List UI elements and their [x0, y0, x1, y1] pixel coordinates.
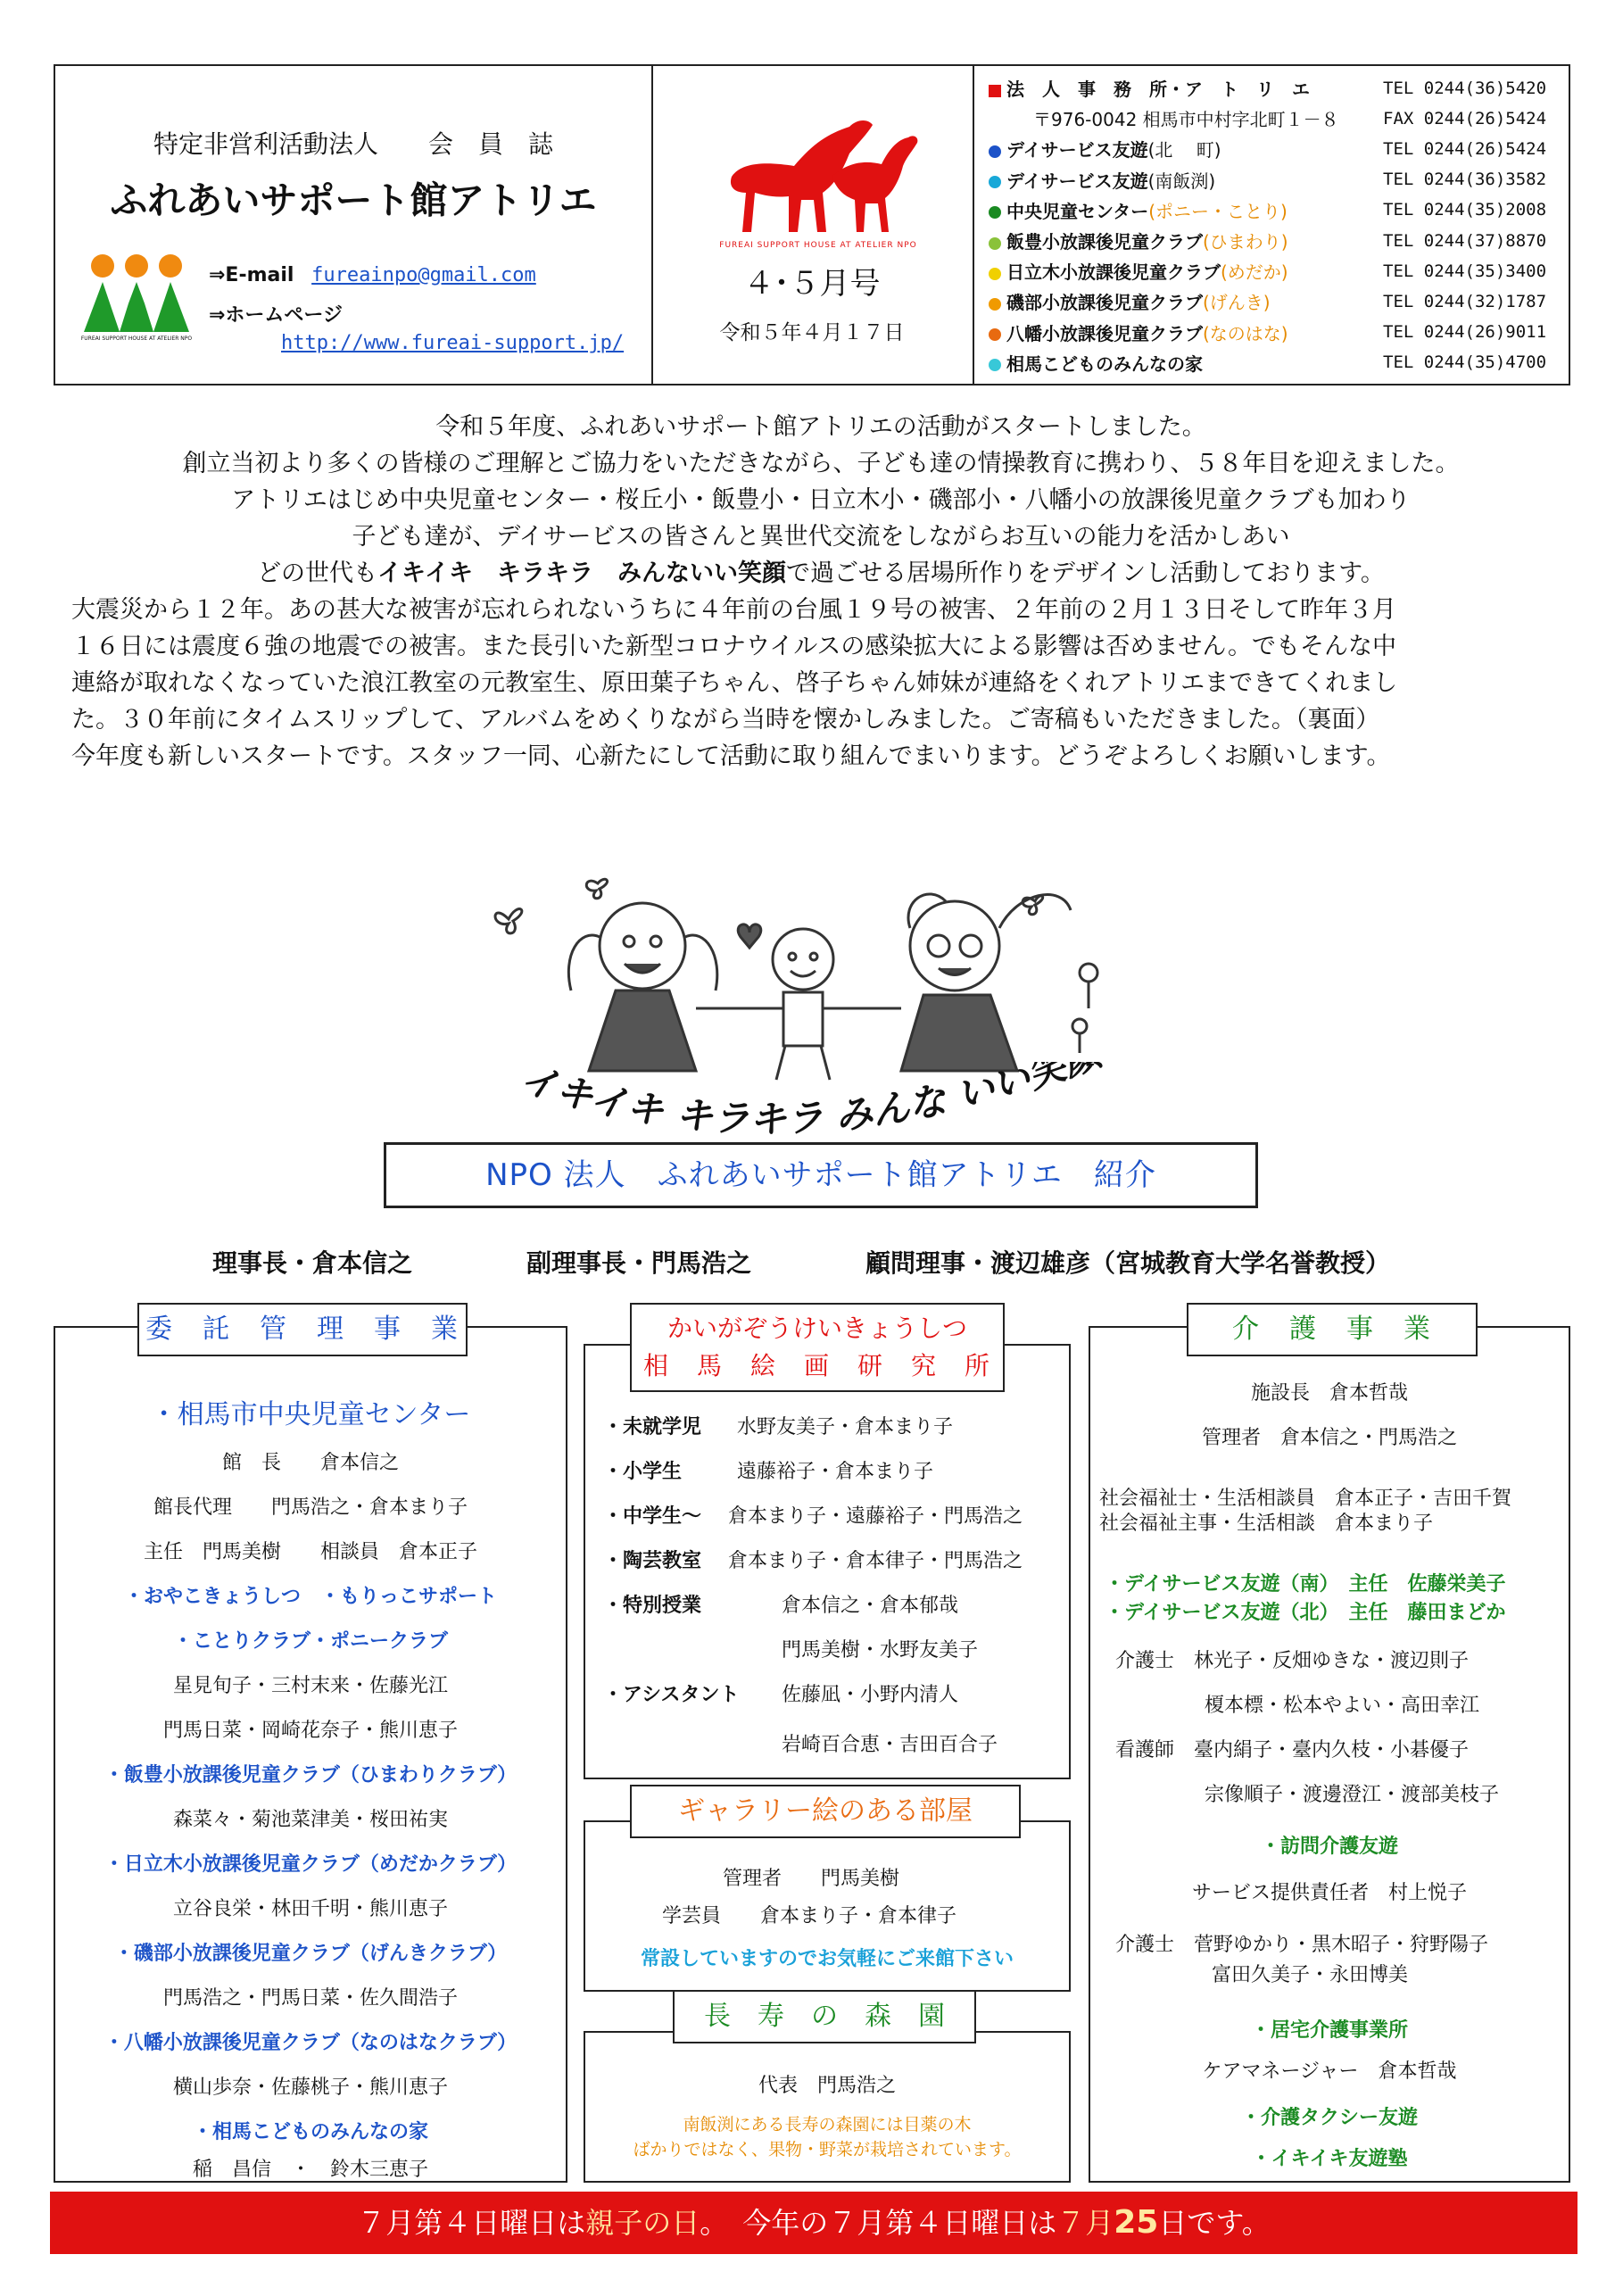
- footer-banner: ７月第４日曜日は親子の日。 今年の７月第４日曜日は７月25日です。: [50, 2192, 1577, 2254]
- contact-row: 中央児童センター(ポニー・ことり) TEL 0244(35)2008: [989, 195, 1558, 225]
- contact-row: 法 人 事 務 所・ア ト リ エ TEL 0244(36)5420: [989, 73, 1558, 103]
- panel-title: 長 寿 の 森 園: [673, 1990, 976, 2043]
- contact-row: デイサービス友遊(北 町) TEL 0244(26)5424: [989, 134, 1558, 163]
- bullet-icon: [989, 85, 1001, 97]
- org-type: 特定非営利活動法人 会 員 誌: [153, 129, 553, 159]
- contact-row: 飯豊小放課後児童クラブ(ひまわり) TEL 0244(37)8870: [989, 226, 1558, 255]
- forest-note: 南飯渕にある長寿の森園には目薬の木: [683, 2115, 972, 2134]
- officer-vice: 副理事長・門馬浩之: [526, 1248, 752, 1278]
- class-staff: 倉本信之・倉本郁哉: [782, 1595, 959, 1617]
- gallery-note: 常設していますのでお気軽にご来館下さい: [640, 1948, 1014, 1970]
- class-staff: 水野友美子・倉本まり子: [737, 1416, 954, 1438]
- forest-rep: 代表 門馬浩之: [758, 2075, 896, 2097]
- email-label: ⇒E-mail: [209, 264, 294, 286]
- bullet-icon: [989, 268, 1001, 280]
- class-label: ・小学生: [603, 1461, 683, 1483]
- bullet-icon: [989, 176, 1001, 188]
- contact-row: 日立木小放課後児童クラブ(めだか) TEL 0244(35)3400: [989, 256, 1558, 286]
- intro-line: どの世代もイキイキ キラキラ みんないい笑顔で過ごせる居場所作りをデザインし活動しております。: [257, 559, 1385, 587]
- horse-caption: FUREAI SUPPORT HOUSE AT ATELIER NPO: [719, 241, 917, 250]
- contact-list: [974, 73, 1570, 382]
- bullet-icon: [989, 298, 1001, 311]
- class-label: ・アシスタント: [603, 1684, 740, 1706]
- homepage-link[interactable]: http://www.fureai-support.jp/: [281, 332, 625, 354]
- intro-line: アトリエはじめ中央児童センター・桜丘小・飯豊小・日立木小・磯部小・八幡小の放課後児童クラブも加わり: [231, 486, 1411, 514]
- issue-number: ４･５月号: [743, 266, 881, 302]
- contact-row: 磯部小放課後児童クラブ(げんき) TEL 0244(32)1787: [989, 286, 1558, 316]
- children-drawing: [482, 874, 1124, 1089]
- class-label: ・未就学児: [603, 1416, 702, 1438]
- panel-title: ギャラリー絵のある部屋: [630, 1785, 1021, 1838]
- masthead: [54, 64, 1570, 385]
- class-staff: 遠藤裕子・倉本まり子: [737, 1461, 934, 1483]
- bullet-icon: [989, 328, 1001, 341]
- officer-chair: 理事長・倉本信之: [212, 1248, 413, 1278]
- class-staff: 倉本まり子・倉本律子・門馬浩之: [728, 1550, 1023, 1572]
- officer-advisor: 顧問理事・渡辺雄彦（宮城教育大学名誉教授）: [865, 1248, 1391, 1278]
- contact-row: 八幡小放課後児童クラブ(なのはな) TEL 0244(26)9011: [989, 318, 1558, 347]
- panel-title: 委 託 管 理 事 業: [137, 1303, 468, 1356]
- class-staff: 門馬美樹・水野友美子: [782, 1639, 979, 1662]
- class-staff: 佐藤凪・小野内清人: [782, 1684, 959, 1706]
- class-label: ・中学生～: [603, 1505, 702, 1528]
- class-staff: 倉本まり子・遠藤裕子・門馬浩之: [728, 1505, 1023, 1528]
- bullet-icon: [989, 145, 1001, 158]
- email-link[interactable]: fureainpo@gmail.com: [311, 264, 536, 286]
- issue-date: 令和５年４月１７日: [719, 321, 905, 344]
- intro-paragraph-line: １６日には震度６強の地震での被害。また長引いた新型コロナウイルスの感染拡大による影響は否めません。でもそんな中: [71, 633, 1396, 660]
- intro-paragraph-line: た。３０年前にタイムスリップして、アルバムをめくりながら当時を懐かしみました。ご寄稿もいただきました。（裏面）: [71, 706, 1380, 734]
- svg-text:イキイキ キラキラ みんな いい笑顔: イキイキ キラキラ みんな いい笑: [514, 1062, 1072, 1141]
- intro-paragraph-line: 大震災から１２年。あの甚大な被害が忘れられないうちに４年前の台風１９号の被害、２年前の２月１３日そして昨年３月: [71, 596, 1396, 624]
- contact-row: 〒976-0042 相馬市中村字北町１－８ FAX 0244(26)5424: [1033, 108, 1547, 131]
- forest-note: ばかりではなく、果物・野菜が栽培されています。: [633, 2140, 1022, 2159]
- panel-title: 介 護 事 業: [1187, 1303, 1478, 1356]
- bullet-icon: [989, 237, 1001, 250]
- contact-row: 相馬こどものみんなの家 TEL 0244(35)4700: [989, 348, 1558, 377]
- intro-paragraph-line: 連絡が取れなくなっていた浪江教室の元教室生、原田葉子ちゃん、啓子ちゃん姉妹が連絡をくれアトリエまできてくれまし: [71, 669, 1398, 697]
- bullet-icon: [989, 359, 1001, 371]
- panel-title: かいがぞうけいきょうしつ 相 馬 絵 画 研 究 所: [630, 1303, 1005, 1392]
- intro-line: 令和５年度、ふれあいサポート館アトリエの活動がスタートしました。: [435, 413, 1206, 441]
- gallery-curator: 学芸員 倉本まり子・倉本律子: [662, 1905, 957, 1927]
- horse-logo: [716, 107, 921, 259]
- gallery-manager: 管理者 門馬美樹: [723, 1868, 900, 1890]
- intro-line: 創立当初より多くの皆様のご理解とご協力をいただきながら、子ども達の情操教育に携わり、５８年目を迎えました。: [182, 450, 1460, 477]
- intro-paragraph-line: 今年度も新しいスタートです。スタッフ一同、心新たにして活動に取り組んでまいります。どうぞよろしくお願いします。: [71, 742, 1391, 770]
- contact-row: デイサービス友遊(南飯渕) TEL 0244(36)3582: [989, 165, 1558, 195]
- bullet-icon: [989, 206, 1001, 219]
- org-name: ふれあいサポート館アトリエ: [110, 178, 597, 222]
- intro-line: 子ども達が、デイサービスの皆さんと異世代交流をしながらお互いの能力を活かしあい: [352, 523, 1290, 551]
- section-title: NPO 法人 ふれあいサポート館アトリエ 紹介: [384, 1142, 1258, 1208]
- class-staff: 岩崎百合恵・吉田百合子: [782, 1734, 998, 1756]
- homepage-label: ⇒ホームページ: [209, 304, 343, 327]
- org-logo: FUREAI SUPPORT HOUSE AT ATELIER NPO: [80, 250, 193, 346]
- class-label: ・特別授業: [603, 1595, 702, 1617]
- class-label: ・陶芸教室: [603, 1550, 702, 1572]
